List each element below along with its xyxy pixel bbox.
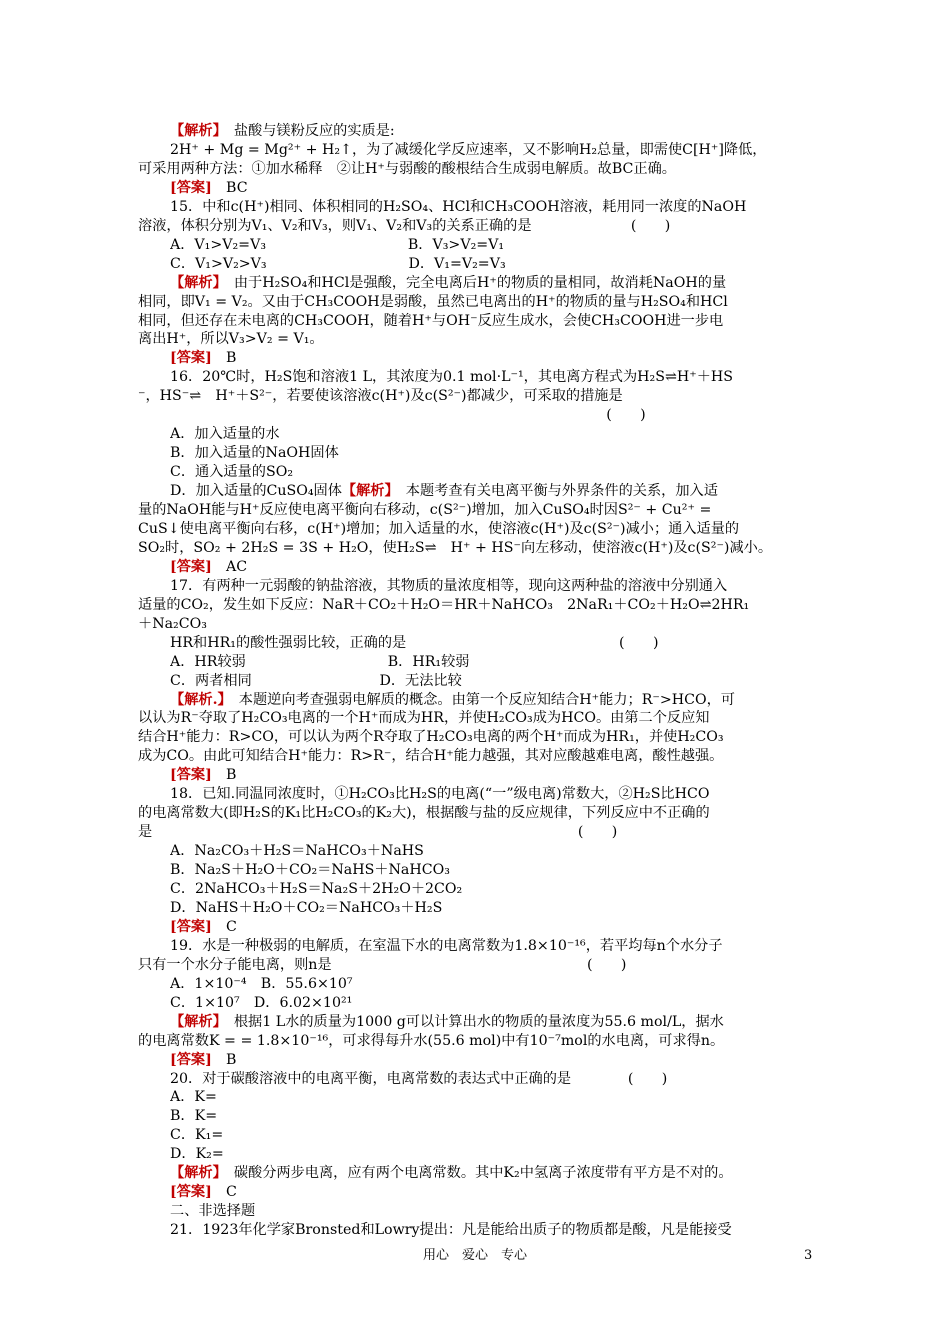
text-line	[138, 823, 828, 842]
text-line	[170, 463, 860, 482]
text-line	[170, 994, 860, 1013]
line-text: C	[211, 1184, 237, 1201]
text-line	[138, 330, 828, 349]
line-text: BC	[211, 179, 248, 196]
line-text: CuS↓使电离平衡向右移，c(H⁺)增加；加入适量的水，使溶液c(H⁺)及c(S²⁻)减小；通入适量的	[138, 520, 740, 537]
text-line	[170, 179, 860, 198]
text-line	[138, 728, 828, 747]
answer-label: [答案]	[170, 767, 212, 784]
line-text: C．2NaHCO₃＋H₂S＝Na₂S＋2H₂O＋2CO₂	[170, 881, 463, 897]
line-text: C．通入适量的SO₂	[170, 464, 294, 481]
text-line	[170, 255, 860, 274]
text-line	[170, 861, 860, 880]
text-line	[170, 1126, 860, 1145]
line-text: 由于H₂SO₄和HCl是强酸，完全电离后H⁺的物质的量相同，故消耗NaOH的量	[219, 274, 727, 291]
text-line	[138, 709, 828, 728]
line-text: 只有一个水分子能电离，则n是 ( )	[138, 956, 627, 973]
text-line	[170, 577, 860, 596]
text-line	[170, 880, 860, 899]
text-line	[138, 520, 828, 539]
text-line	[170, 1051, 860, 1070]
line-text: D．加入适量的CuSO₄固体	[170, 483, 342, 500]
line-text: 根据1 L水的质量为1000 g可以计算出水的物质的量浓度为55.6 mol/L，据水	[219, 1013, 724, 1030]
line-text: A．V₁>V₂=V₃ B．V₃>V₂=V₁	[170, 236, 505, 253]
text-line	[138, 293, 828, 312]
text-line	[170, 236, 860, 255]
line-text: A．HR较弱 B．HR₁较弱	[170, 653, 470, 670]
text-line	[170, 634, 860, 653]
line-text: 19．水是一种极弱的电解质，在室温下水的电离常数为1.8×10⁻¹⁶，若平均每n个水分子	[170, 937, 723, 954]
text-line	[170, 672, 860, 691]
line-text: ＋Na₂CO₃	[138, 615, 207, 632]
text-line	[170, 122, 860, 141]
text-line	[170, 785, 860, 804]
text-line	[138, 804, 828, 823]
text-line	[170, 899, 860, 918]
line-text: B．K=	[170, 1108, 218, 1125]
line-text: 以认为R⁻夺取了H₂CO₃电离的一个H⁺而成为HR，并使H₂CO₃成为HCO。由第二个反应知	[138, 710, 710, 727]
text-line	[138, 217, 828, 236]
text-line	[170, 349, 860, 368]
answer-label: [答案]	[170, 1184, 212, 1201]
answer-label: [答案]	[170, 350, 212, 367]
text-line	[170, 1164, 860, 1183]
line-text: A．Na₂CO₃＋H₂S＝NaHCO₃＋NaHS	[170, 843, 424, 860]
answer-label: 【解析】	[170, 1013, 220, 1030]
answer-label: 【解析.】	[170, 691, 225, 708]
line-text: C．K₁=	[170, 1127, 224, 1144]
text-line	[138, 1032, 828, 1051]
line-text: 碳酸分两步电离，应有两个电离常数。其中K₂中氢离子浓度带有平方是不对的。	[219, 1165, 733, 1182]
line-text: 离出H⁺，所以V₃>V₂ = V₁。	[138, 331, 324, 348]
text-line	[170, 937, 860, 956]
line-text: 溶液，体积分别为V₁、V₂和V₃，则V₁、V₂和V₃的关系正确的是 ( )	[138, 217, 671, 234]
line-text: SO₂时，SO₂ + 2H₂S = 3S + H₂O，使H₂S⇌ H⁺ + HS⁻向左移动，使溶液c(H⁺)及c(S²⁻)减小。	[138, 539, 773, 556]
line-text: ( )	[138, 407, 646, 424]
text-line	[138, 312, 828, 331]
text-line	[170, 691, 860, 710]
answer-label: 【解析】	[170, 1165, 220, 1182]
line-text: D．K₂=	[170, 1146, 224, 1163]
text-line	[170, 198, 860, 217]
line-text: 盐酸与镁粉反应的实质是:	[219, 123, 395, 139]
text-line	[170, 975, 860, 994]
line-text: B	[211, 350, 237, 367]
answer-label: [答案]	[170, 918, 212, 935]
page-number: 3	[804, 1248, 813, 1263]
text-line	[170, 482, 860, 501]
text-line	[170, 766, 860, 785]
answer-label: 【解析】	[341, 483, 392, 500]
line-text: 可采用两种方法：①加水稀释 ②让H⁺与弱酸的酸根结合生成弱电解质。故BC正确。	[138, 160, 676, 177]
text-line	[170, 918, 860, 937]
text-line	[170, 1070, 860, 1089]
text-line	[138, 501, 828, 520]
answer-label: [答案]	[170, 558, 212, 575]
line-text: 适量的CO₂，发生如下反应：NaR＋CO₂＋H₂O＝HR＋NaHCO₃ 2NaR₁＋CO₂＋H₂O⇌2HR₁	[138, 596, 750, 613]
line-text: A．K=	[170, 1089, 217, 1106]
line-text: 的电离常数大(即H₂S的K₁比H₂CO₃的K₂大)，根据酸与盐的反应规律，下列反应中不正确的	[138, 805, 710, 822]
line-text: B．Na₂S＋H₂O＋CO₂＝NaHS＋NaHCO₃	[170, 862, 450, 879]
line-text: C．两者相同 D．无法比较	[170, 672, 462, 689]
text-line	[170, 1107, 860, 1126]
text-line	[138, 956, 828, 975]
line-text: B．加入适量的NaOH固体	[170, 445, 339, 462]
text-line	[170, 1013, 860, 1032]
text-line	[170, 425, 860, 444]
line-text: B	[211, 1051, 237, 1068]
line-text: ⁻，HS⁻⇌ H⁺＋S²⁻，若要使该溶液c(H⁺)及c(S²⁻)都减少，可采取的措施是	[138, 388, 623, 405]
line-text: D．NaHS＋H₂O＋CO₂＝NaHCO₃＋H₂S	[170, 899, 443, 916]
line-text: 17．有两种一元弱酸的钠盐溶液，其物质的量浓度相等，现向这两种盐的溶液中分别通入	[170, 577, 728, 594]
line-text: 15．中和c(H⁺)相同、体积相同的H₂SO₄、HCl和CH₃COOH溶液，耗用同一浓度的NaOH	[170, 198, 747, 215]
line-text: 成为CO。由此可知结合H⁺能力：R>R⁻，结合H⁺能力越强，其对应酸越难电离，酸性越强。	[138, 748, 724, 765]
text-line	[138, 596, 828, 615]
text-line	[170, 558, 860, 577]
line-text: AC	[211, 558, 248, 575]
text-line	[170, 1088, 860, 1107]
line-text: 本题考查有关电离平衡与外界条件的关系，加入适	[391, 483, 718, 500]
answer-label: 【解析】	[170, 274, 220, 291]
line-text: 结合H⁺能力：R>CO，可以认为两个R夺取了H₂CO₃电离的两个H⁺而成为HR₁，并使H₂CO₃	[138, 729, 724, 746]
line-text: 是 ( )	[138, 824, 618, 841]
answer-label: [答案]	[170, 1051, 212, 1068]
text-line	[170, 1221, 860, 1240]
line-text: C．1×10⁷ D．6.02×10²¹	[170, 994, 353, 1011]
text-line	[138, 747, 828, 766]
line-text: 20．对于碳酸溶液中的电离平衡，电离常数的表达式中正确的是 ( )	[170, 1070, 668, 1087]
line-text: B	[211, 767, 237, 784]
line-text: 2H⁺ + Mg = Mg²⁺ + H₂↑，为了减缓化学反应速率，又不影响H₂总量，即需使C[H⁺]降低，	[170, 141, 767, 158]
line-text: 本题逆向考查强弱电解质的概念。由第一个反应知结合H⁺能力；R⁻>HCO，可	[224, 691, 735, 708]
text-line	[170, 141, 860, 160]
text-line	[170, 1145, 860, 1164]
text-line	[170, 653, 860, 672]
line-text: HR和HR₁的酸性强弱比较，正确的是 ( )	[170, 634, 659, 651]
text-line	[138, 539, 828, 558]
line-text: 相同，但还存在未电离的CH₃COOH，随着H⁺与OH⁻反应生成水，会使CH₃COOH进一步电	[138, 312, 724, 329]
line-text: 16．20℃时，H₂S饱和溶液1 L，其浓度为0.1 mol·L⁻¹，其电离方程式为H₂S⇌H⁺＋HS	[170, 369, 733, 386]
line-text: 相同，即V₁ = V₂。又由于CH₃COOH是弱酸，虽然已电离出的H⁺的物质的量与H₂SO₄和HCl	[138, 293, 728, 310]
answer-label: [答案]	[170, 179, 212, 196]
line-text: C．V₁>V₂>V₃ D．V₁=V₂=V₃	[170, 255, 506, 272]
text-line	[170, 1202, 860, 1221]
line-text: 二、非选择题	[170, 1203, 256, 1220]
text-line	[170, 274, 860, 293]
text-line	[138, 615, 828, 634]
answer-label: 【解析】	[170, 123, 220, 139]
text-line	[138, 160, 828, 179]
text-line	[170, 1183, 860, 1202]
text-line	[138, 387, 828, 406]
line-text: 的电离常数K = = 1.8×10⁻¹⁶，可求得每升水(55.6 mol)中有10⁻⁷mol的水电离，可求得n。	[138, 1032, 725, 1049]
text-line	[170, 842, 860, 861]
line-text: 21．1923年化学家Bronsted和Lowry提出：凡是能给出质子的物质都是酸，凡是能接受	[170, 1222, 732, 1239]
line-text: 18．已知.同温同浓度时，①H₂CO₃比H₂S的电离(“一”级电离)常数大，②H₂S比HCO	[170, 786, 710, 803]
line-text: A．加入适量的水	[170, 426, 280, 443]
text-line	[170, 444, 860, 463]
line-text: 量的NaOH能与H⁺反应使电离平衡向右移动，c(S²⁻)增加，加入CuSO₄时因S²⁻ + Cu²⁺ =	[138, 502, 712, 518]
page-footer: 用心 爱心 专心	[422, 1248, 527, 1263]
line-text: A．1×10⁻⁴ B．55.6×10⁷	[170, 975, 353, 992]
text-line	[138, 406, 828, 425]
line-text: C	[211, 918, 237, 935]
text-line	[170, 368, 860, 387]
